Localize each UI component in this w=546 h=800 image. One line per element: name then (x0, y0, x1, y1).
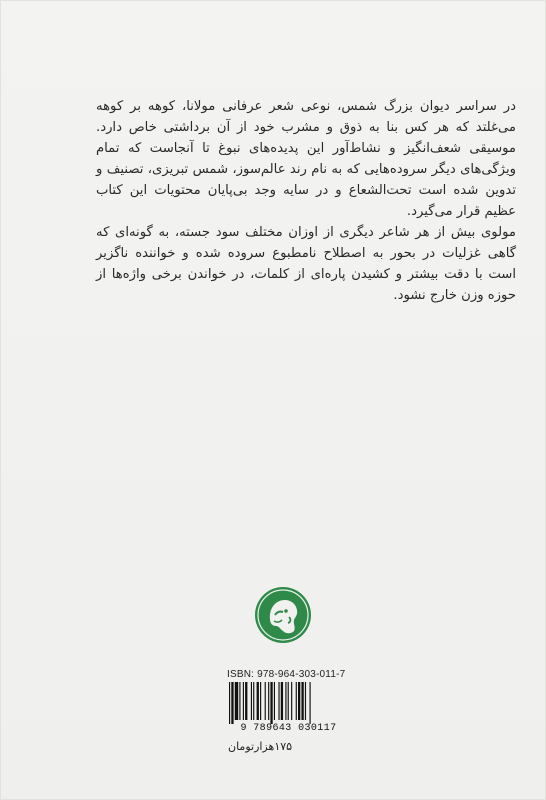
blurb-text (96, 96, 516, 306)
price-label: ۱۷۵هزارتومان (228, 740, 293, 753)
barcode-number: 9 789643 030117 (240, 723, 337, 734)
isbn-text: ISBN: 978-964-303-011-7 (227, 669, 346, 680)
barcode (226, 682, 351, 736)
blurb-paragraph-2: مولوی بیش از هر شاعر دیگری از اوزان مختلف سود جسته، به گونه‌ای که گاهی غزلیات در بحور به اصطلاح نامطبوع سروده شده و خواننده ناگزیر است با دقت بیشتر و کشیدن پاره‌ای از کلمات، در خواندن برخی واژه‌ها از حوزه وزن خارج نشود. (96, 225, 516, 303)
blurb-paragraph-1: در سراسر دیوان بزرگ شمس، نوعی شعر عرفانی مولانا، کوهه بر کوهه می‌غلتد که هر کس بنا به ذوق و مشرب خود از آن برداشتی خاص دارد. موسیقی شعف‌انگیز و نشاط‌آور این پدیده‌های نبوغ تا آنجاست که تمام ویژگی‌های دیگر سروده‌هایی که به نام رند عالم‌سوز، شمس تبریزی، تصنیف و تدوین شده است تحت‌الشعاع و در سایه وجد بی‌پایان محتویات این کتاب عظیم قرار می‌گیرد. (96, 99, 516, 219)
lion-emblem-icon (253, 585, 313, 645)
barcode-bars (228, 682, 348, 724)
